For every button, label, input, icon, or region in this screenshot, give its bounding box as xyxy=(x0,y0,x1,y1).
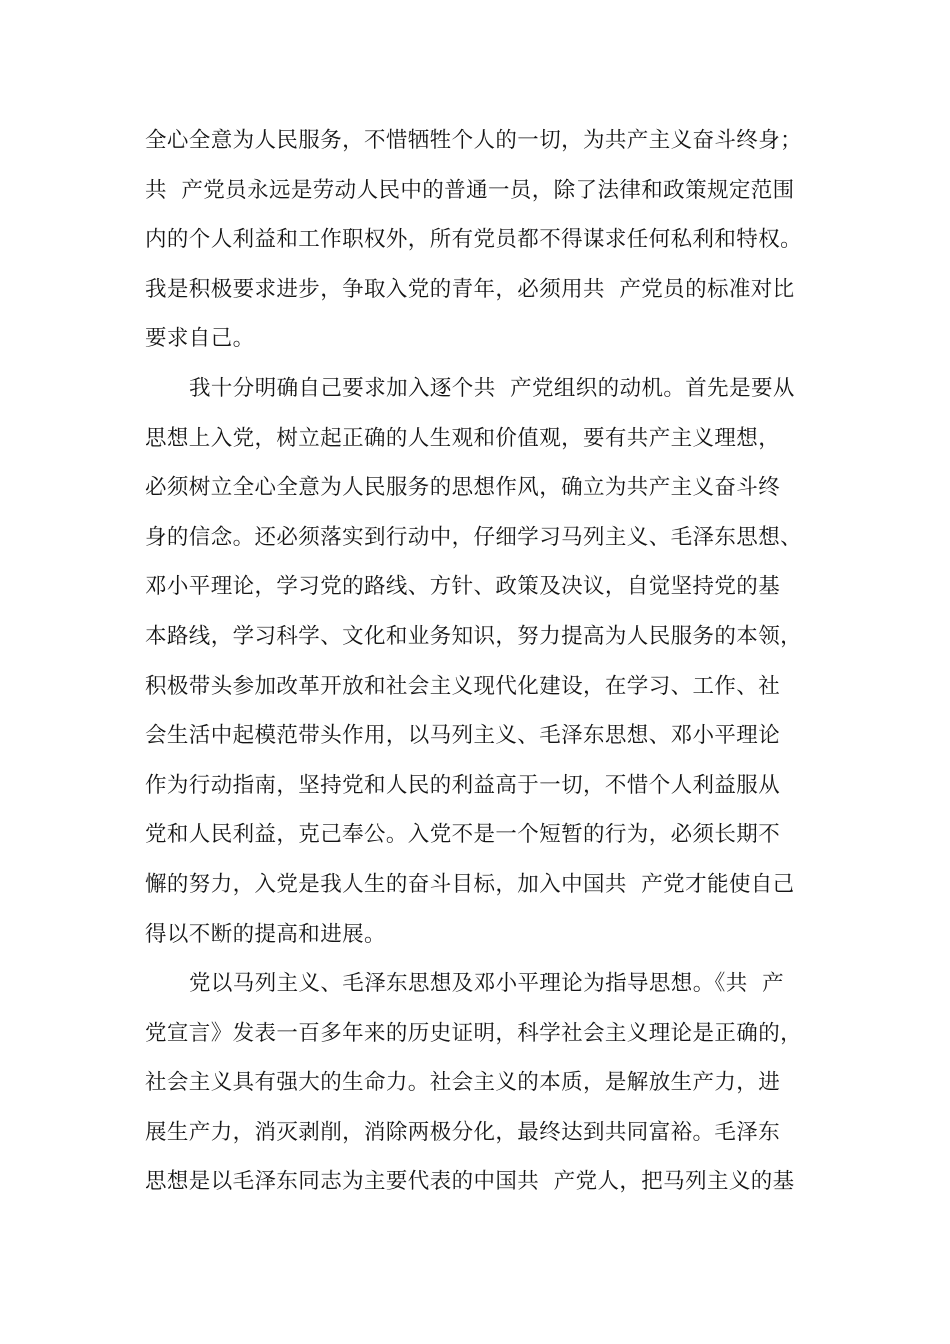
text-line: 要求自己。 xyxy=(145,326,255,352)
paragraph-first-line: 党以马列主义、毛泽东思想及邓小平理论为指导思想。《共 产 xyxy=(189,971,785,997)
text-line: 必须树立全心全意为人民服务的思想作风，确立为共产主义奋斗终 xyxy=(145,475,781,501)
text-line: 我是积极要求进步，争取入党的青年，必须用共 产党员的标准对比 xyxy=(145,276,795,302)
text-line: 展生产力，消灭剥削，消除两极分化，最终达到共同富裕。毛泽东 xyxy=(145,1119,781,1145)
text-line: 思想是以毛泽东同志为主要代表的中国共 产党人，把马列主义的基 xyxy=(145,1169,795,1195)
text-line: 会生活中起模范带头作用，以马列主义、毛泽东思想、邓小平理论 xyxy=(145,723,781,749)
text-line: 内的个人利益和工作职权外，所有党员都不得谋求任何私利和特权。 xyxy=(145,227,803,253)
text-line: 积极带头参加改革开放和社会主义现代化建设，在学习、工作、社 xyxy=(145,673,781,699)
text-line: 思想上入党，树立起正确的人生观和价值观，要有共产主义理想， xyxy=(145,425,781,451)
text-line: 本路线，学习科学、文化和业务知识，努力提高为人民服务的本领， xyxy=(145,623,803,649)
paragraph-first-line: 我十分明确自己要求加入逐个共 产党组织的动机。首先是要从 xyxy=(189,375,795,401)
text-line: 邓小平理论，学习党的路线、方针、政策及决议，自觉坚持党的基 xyxy=(145,574,781,600)
text-line: 全心全意为人民服务，不惜牺牲个人的一切，为共产主义奋斗终身； xyxy=(145,128,803,153)
text-line: 身的信念。还必须落实到行动中，仔细学习马列主义、毛泽东思想、 xyxy=(145,524,803,550)
text-line: 共 产党员永远是劳动人民中的普通一员，除了法律和政策规定范围 xyxy=(145,177,795,203)
text-line: 党宣言》发表一百多年来的历史证明，科学社会主义理论是正确的， xyxy=(145,1020,803,1046)
text-line: 得以不断的提高和进展。 xyxy=(145,921,386,947)
text-line: 党和人民利益，克己奉公。入党不是一个短暂的行为，必须长期不 xyxy=(145,822,781,848)
body-text xyxy=(145,116,825,1207)
text-line: 懈的努力，入党是我人生的奋斗目标，加入中国共 产党才能使自己 xyxy=(145,871,795,897)
text-line: 社会主义具有强大的生命力。社会主义的本质，是解放生产力，进 xyxy=(145,1070,781,1096)
text-line: 作为行动指南，坚持党和人民的利益高于一切，不惜个人利益服从 xyxy=(145,772,781,798)
